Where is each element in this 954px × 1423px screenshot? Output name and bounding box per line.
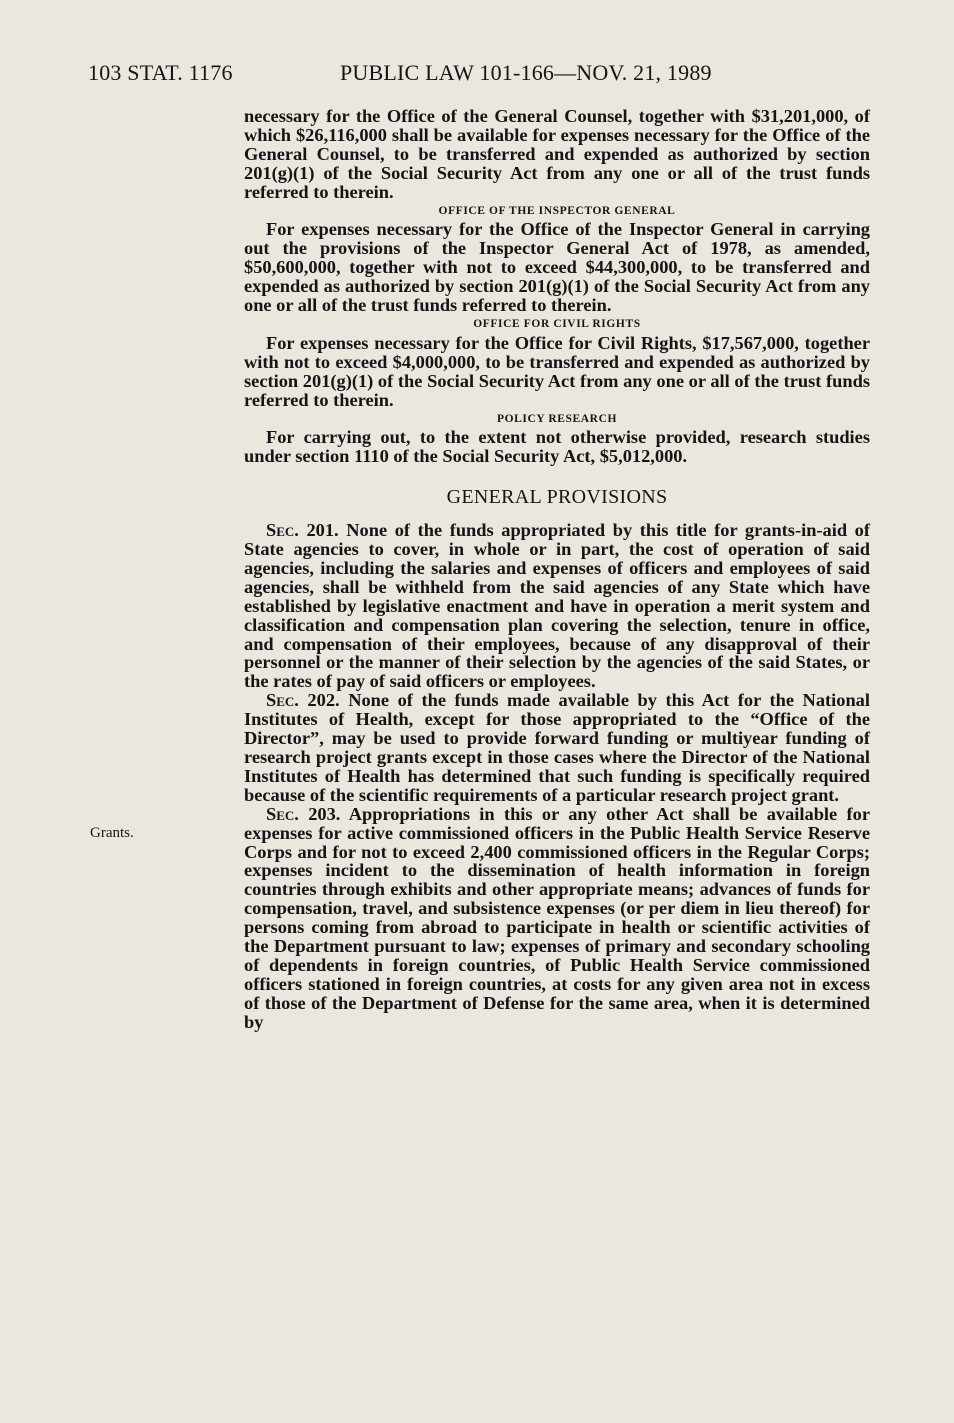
heading-civil-rights: OFFICE FOR CIVIL RIGHTS <box>473 317 641 330</box>
statute-page-number: 103 STAT. 1176 <box>88 60 233 85</box>
section-202-text: None of the funds made available by this Act for the National Institutes of Health, except for those appropriated to the “Office of the Director”, may be used to provide forward funding or multiyear funding of research project grants except in those cases where the Director of the National Institutes of Health has determined that such funding is specifically required because of the scientific requirements of a particular research project grant. <box>244 690 870 805</box>
paragraph-policy-research: For carrying out, to the extent not otherwise provided, research studies under section 1110 of the Social Security Act, $5,012,000. <box>244 427 870 467</box>
heading-general-provisions: GENERAL PROVISIONS <box>446 486 668 509</box>
section-201-label: Sec. 201. <box>266 520 339 541</box>
section-203-label: Sec. 203. <box>266 803 341 824</box>
paragraph-civil-rights: For expenses necessary for the Office for Civil Rights, $17,567,000, together with not to exceed $4,000,000, to be transferred and expended as authorized by section 201(g)(1) of the Social Security Act from any one or all of the trust funds referred to therein. <box>244 332 870 410</box>
paragraph-inspector-general: For expenses necessary for the Office of the Inspector General in carrying out the provisions of the Inspector General Act of 1978, as amended, $50,600,000, together with not to exceed $44,300,000, to be transferred and expended as authorized by section 201(g)(1) of the Social Security Act from any one or all of the trust funds referred to therein. <box>244 219 870 316</box>
body-text <box>244 107 870 1032</box>
section-203 <box>244 805 870 1032</box>
section-201-text: None of the funds appropriated by this title for grants-in-aid of State agencies to cover, in whole or in part, the cost of operation of said agencies, including the salaries and expenses of officers and employees of said agencies, shall be withheld from the said agencies of any State which have established by legislative enactment and have in operation a merit system and classification and compensation plan covering the selection, tenure in office, and compensation of their employees, because of any disapproval of their personnel or the manner of their selection by the agencies of the said States, or the rates of pay of said officers or employees. <box>244 520 870 692</box>
public-law-citation: PUBLIC LAW 101-166—NOV. 21, 1989 <box>340 60 712 85</box>
heading-policy-research: POLICY RESEARCH <box>496 412 618 425</box>
section-201 <box>244 521 870 691</box>
section-202-label: Sec. 202. <box>266 690 340 711</box>
heading-inspector-general: OFFICE OF THE INSPECTOR GENERAL <box>438 204 676 217</box>
section-203-text: Appropriations in this or any other Act shall be available for expenses for active commissioned officers in the Public Health Service Reserve Corps and for not to exceed 2,400 commissioned officers in the Regular Corps; expenses incident to the dissemination of health information in foreign countries through exhibits and other appropriate means; advances of funds for compensation, travel, and subsistence expenses (or per diem in lieu thereof) for persons coming from abroad to participate in health or scientific activities of the Department pursuant to law; expenses of primary and secondary schooling of dependents in foreign countries, of Public Health Service commissioned officers stationed in foreign countries, at costs for any given area not in excess of those of the Department of Defense for the same area, when it is determined by <box>244 803 870 1032</box>
section-202 <box>244 691 870 804</box>
paragraph-general-counsel: necessary for the Office of the General Counsel, together with $31,201,000, of which $26,116,000 shall be available for expenses necessary for the Office of the General Counsel, to be transferred and expended as authorized by section 201(g)(1) of the Social Security Act from any one or all of the trust funds referred to therein. <box>244 106 870 202</box>
margin-note-grants: Grants. <box>90 825 134 841</box>
